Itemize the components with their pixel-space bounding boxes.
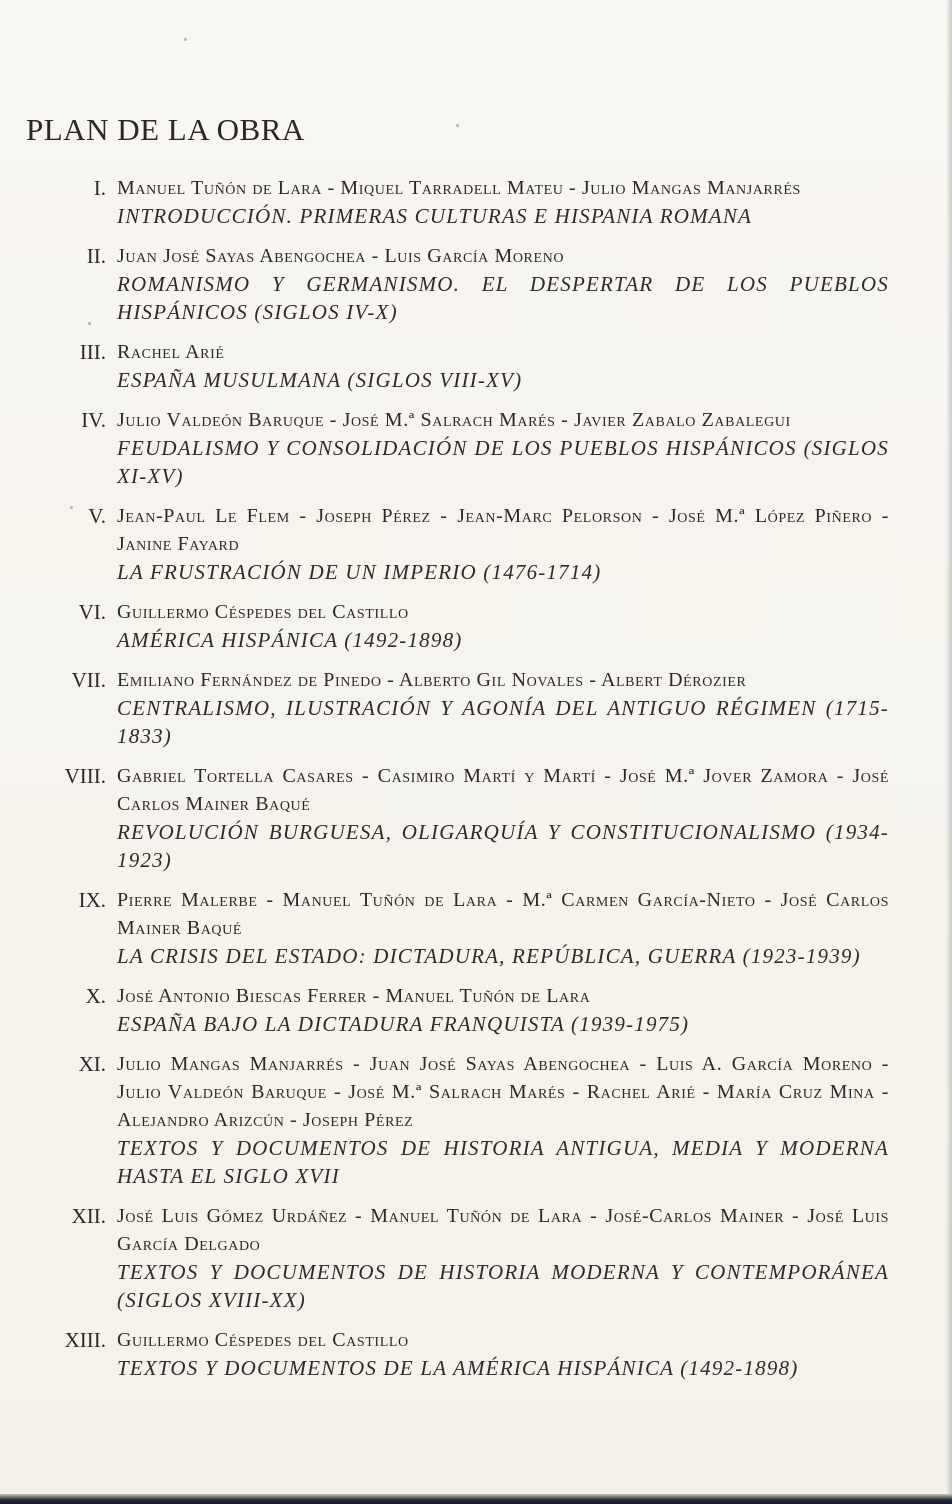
volume-entry-6 bbox=[0, 598, 952, 654]
volume-authors: Pierre Malerbe - Manuel Tuñón de Lara - M.ª Carmen García-Nieto - José Carlos Mainer Baqué bbox=[117, 889, 889, 939]
volume-entry-7 bbox=[0, 666, 952, 750]
volume-title: TEXTOS Y DOCUMENTOS DE LA AMÉRICA HISPÁNICA (1492-1898) bbox=[117, 1356, 799, 1380]
volume-authors: Jean-Paul Le Flem - Joseph Pérez - Jean-Marc Pelorson - José M.ª López Piñero - Janine Fayard bbox=[117, 505, 889, 555]
volume-title: TEXTOS Y DOCUMENTOS DE HISTORIA ANTIGUA, MEDIA Y MODERNA HASTA EL SIGLO XVII bbox=[117, 1136, 889, 1188]
volume-authors: Julio Mangas Manjarrés - Juan José Sayas Abengochea - Luis A. García Moreno - Julio Valdeón Baruque - José M.ª Salrach Marés - Rachel Arié - María Cruz Mina - Alejandro Arizcún - Joseph Pérez bbox=[117, 1053, 889, 1131]
volume-authors: Guillermo Céspedes del Castillo bbox=[117, 601, 409, 623]
volume-list bbox=[0, 174, 952, 1394]
volume-title: ROMANISMO Y GERMANISMO. EL DESPERTAR DE LOS PUEBLOS HISPÁNICOS (SIGLOS IV-X) bbox=[117, 272, 889, 324]
volume-entry-3 bbox=[0, 338, 952, 394]
volume-numeral: VII. bbox=[71, 668, 106, 692]
volume-entry-8 bbox=[0, 762, 952, 874]
volume-title: CENTRALISMO, ILUSTRACIÓN Y AGONÍA DEL ANTIGUO RÉGIMEN (1715-1833) bbox=[117, 696, 889, 748]
page-title: PLAN DE LA OBRA bbox=[26, 112, 305, 147]
volume-title: AMÉRICA HISPÁNICA (1492-1898) bbox=[117, 628, 463, 652]
volume-numeral: VIII. bbox=[64, 764, 106, 788]
volume-numeral: II. bbox=[86, 244, 106, 268]
volume-title: ESPAÑA BAJO LA DICTADURA FRANQUISTA (1939-1975) bbox=[117, 1012, 690, 1036]
volume-numeral: XIII. bbox=[64, 1328, 106, 1352]
volume-authors: Emiliano Fernández de Pinedo - Alberto Gil Novales - Albert Dérozier bbox=[117, 669, 747, 691]
volume-entry-5 bbox=[0, 502, 952, 586]
volume-numeral: III. bbox=[79, 340, 106, 364]
volume-numeral: V. bbox=[88, 504, 106, 528]
page-right-shadow bbox=[946, 0, 952, 1504]
volume-authors: Gabriel Tortella Casares - Casimiro Martí y Martí - José M.ª Jover Zamora - José Carlos Mainer Baqué bbox=[117, 765, 889, 815]
volume-numeral: IX. bbox=[78, 888, 106, 912]
book-cover-edge bbox=[0, 1494, 952, 1504]
volume-authors: José Luis Gómez Urdáñez - Manuel Tuñón de Lara - José-Carlos Mainer - José Luis García Delgado bbox=[117, 1205, 889, 1255]
volume-authors: Guillermo Céspedes del Castillo bbox=[117, 1329, 409, 1351]
volume-numeral: XII. bbox=[71, 1204, 106, 1228]
volume-authors: José Antonio Biescas Ferrer - Manuel Tuñón de Lara bbox=[117, 985, 591, 1007]
volume-title: LA FRUSTRACIÓN DE UN IMPERIO (1476-1714) bbox=[117, 560, 602, 584]
volume-numeral: IV. bbox=[81, 408, 106, 432]
volume-entry-13 bbox=[0, 1326, 952, 1382]
volume-numeral: VI. bbox=[78, 600, 106, 624]
volume-entry-9 bbox=[0, 886, 952, 970]
volume-title: ESPAÑA MUSULMANA (SIGLOS VIII-XV) bbox=[117, 368, 523, 392]
volume-numeral: X. bbox=[85, 984, 106, 1008]
volume-authors: Rachel Arié bbox=[117, 341, 225, 363]
volume-entry-10 bbox=[0, 982, 952, 1038]
volume-numeral: XI. bbox=[78, 1052, 106, 1076]
volume-entry-1 bbox=[0, 174, 952, 230]
volume-entry-2 bbox=[0, 242, 952, 326]
paper-speck bbox=[456, 124, 459, 127]
volume-title: TEXTOS Y DOCUMENTOS DE HISTORIA MODERNA Y CONTEMPORÁNEA (SIGLOS XVIII-XX) bbox=[117, 1260, 889, 1312]
volume-title: REVOLUCIÓN BURGUESA, OLIGARQUÍA Y CONSTITUCIONALISMO (1934-1923) bbox=[117, 820, 889, 872]
paper-speck bbox=[184, 38, 187, 41]
volume-title: FEUDALISMO Y CONSOLIDACIÓN DE LOS PUEBLOS HISPÁNICOS (SIGLOS XI-XV) bbox=[117, 436, 889, 488]
volume-authors: Manuel Tuñón de Lara - Miquel Tarradell Mateu - Julio Mangas Manjarrés bbox=[117, 177, 801, 199]
volume-authors: Julio Valdeón Baruque - José M.ª Salrach Marés - Javier Zabalo Zabalegui bbox=[117, 409, 791, 431]
volume-entry-12 bbox=[0, 1202, 952, 1314]
volume-entry-11 bbox=[0, 1050, 952, 1190]
volume-numeral: I. bbox=[93, 176, 106, 200]
volume-title: INTRODUCCIÓN. PRIMERAS CULTURAS E HISPANIA ROMANA bbox=[117, 204, 753, 228]
volume-authors: Juan José Sayas Abengochea - Luis García Moreno bbox=[117, 245, 565, 267]
volume-entry-4 bbox=[0, 406, 952, 490]
volume-title: LA CRISIS DEL ESTADO: DICTADURA, REPÚBLICA, GUERRA (1923-1939) bbox=[117, 944, 861, 968]
